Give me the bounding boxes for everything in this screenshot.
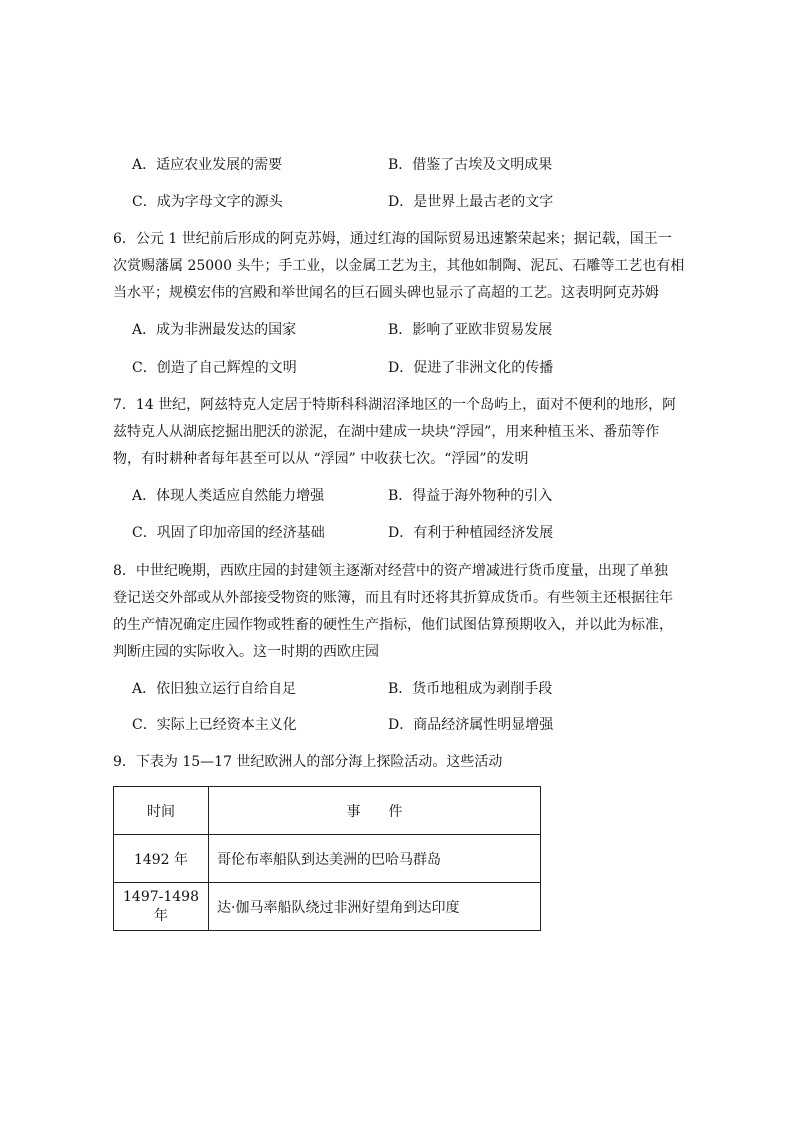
q7-stem-line: 兹特克人从湖底挖掘出肥沃的淤泥，在湖中建成一块块“浮园”，用来种植玉米、番茄等作 [113,424,660,440]
table-cell-event: 哥伦布率船队到达美洲的巴哈马群岛 [209,835,541,883]
q8-option-c: C．实际上已经资本主义化 [132,717,297,733]
q6-stem-line: 6．公元 1 世纪前后形成的阿克苏姆，通过红海的国际贸易迅速繁荣起来；据记载，国王一 [113,231,672,247]
q6-stem [113,226,685,307]
q6-option-a: A．成为非洲最发达的国家 [132,322,297,338]
q7-option-a: A．体现人类适应自然能力增强 [132,488,325,504]
q7-option-c: C．巩固了印加帝国的经济基础 [132,525,325,541]
q6-stem-line: 当水平；规模宏伟的宫殿和举世闻名的巨石圆头碑也显示了高超的工艺。这表明阿克苏姆 [113,285,659,301]
q8-option-a: A．依旧独立运行自给自足 [132,681,297,697]
q8-stem-line: 的生产情况确定庄园作物或牲畜的硬性生产指标，他们试图估算预期收入，并以此为标准， [113,617,673,633]
q7-option-b: B．得益于海外物种的引入 [388,488,553,504]
q6-option-b: B．影响了亚欧非贸易发展 [388,322,553,338]
q5-option-c: C．成为字母文字的源头 [132,194,283,210]
q8-stem-line: 判断庄园的实际收入。这一时期的西欧庄园 [113,644,379,660]
q8-stem-line: 8．中世纪晚期，西欧庄园的封建领主逐渐对经营中的资产增减进行货币度量，出现了单独 [113,563,668,579]
q6-option-c: C．创造了自己辉煌的文明 [132,360,297,376]
q5-option-d: D．是世界上最古老的文字 [388,194,554,210]
q7-stem [113,392,677,473]
q8-option-d: D．商品经济属性明显增强 [388,717,554,733]
exploration-table [113,786,541,931]
q8-stem-line: 登记送交外部或从外部接受物资的账簿，而且有时还将其折算成货币。有些领主还根据往年 [113,590,673,606]
table-row [114,883,541,931]
table-cell-time: 1497-1498 年 [114,883,209,931]
q8-option-b: B．货币地租成为剥削手段 [388,681,553,697]
q7-option-d: D．有利于种植园经济发展 [388,525,554,541]
q5-option-b: B．借鉴了古埃及文明成果 [388,157,553,173]
q6-option-d: D．促进了非洲文化的传播 [388,360,554,376]
q7-stem-line: 7．14 世纪，阿兹特克人定居于特斯科科湖沼泽地区的一个岛屿上，面对不便利的地形，阿 [113,397,677,413]
q6-stem-line: 次赏赐藩属 25000 头牛；手工业，以金属工艺为主，其他如制陶、泥瓦、石雕等工艺也有相 [113,258,685,274]
table-cell-event: 达·伽马率船队绕过非洲好望角到达印度 [209,883,541,931]
table-header-event: 事 件 [209,787,541,835]
table-header-time: 时间 [114,787,209,835]
q7-stem-line: 物，有时耕种者每年甚至可以从 “浮园” 中收获七次。“浮园”的发明 [113,451,529,467]
q8-stem [113,558,673,666]
q9-stem: 9．下表为 15—17 世纪欧洲人的部分海上探险活动。这些活动 [113,754,503,770]
table-header-row [114,787,541,835]
q5-option-a: A．适应农业发展的需要 [132,157,283,173]
table-row [114,835,541,883]
table-cell-time: 1492 年 [114,835,209,883]
